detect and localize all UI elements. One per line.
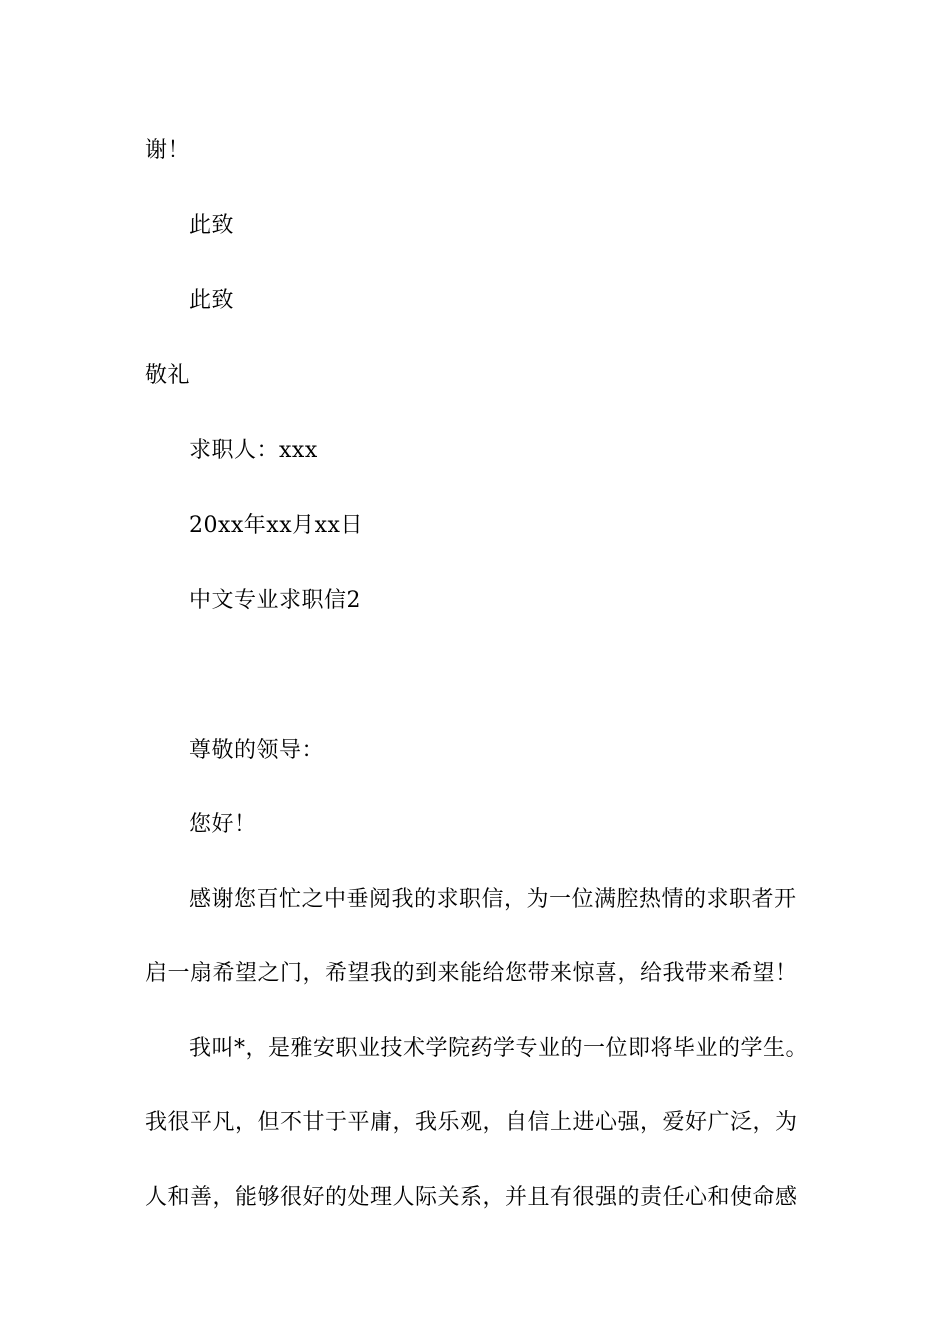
paragraph-line: 启一扇希望之门，希望我的到来能给您带来惊喜，给我带来希望！ (145, 961, 798, 986)
paragraph-line: 感谢您百忙之中垂阅我的求职信，为一位满腔热情的求职者开 (189, 887, 797, 912)
salutation-cizhi-2: 此致 (189, 288, 235, 313)
greeting-recipient: 尊敬的领导： (189, 738, 325, 763)
section-title: 中文专业求职信2 (189, 588, 361, 613)
salutation-cizhi-1: 此致 (189, 213, 235, 238)
paragraph-line: 人和善，能够很好的处理人际关系，并且有很强的责任心和使命感 (145, 1185, 798, 1210)
greeting-hello: 您好！ (189, 812, 257, 837)
salutation-jingli: 敬礼 (145, 363, 191, 388)
closing-thanks: 谢！ (145, 138, 191, 163)
applicant-signature: 求职人：xxx (189, 438, 318, 463)
letter-date: 20xx年xx月xx日 (189, 513, 363, 538)
paragraph-line: 我叫*，是雅安职业技术学院药学专业的一位即将毕业的学生。 (189, 1036, 809, 1061)
paragraph-line: 我很平凡，但不甘于平庸，我乐观，自信上进心强，爱好广泛，为 (145, 1110, 798, 1135)
